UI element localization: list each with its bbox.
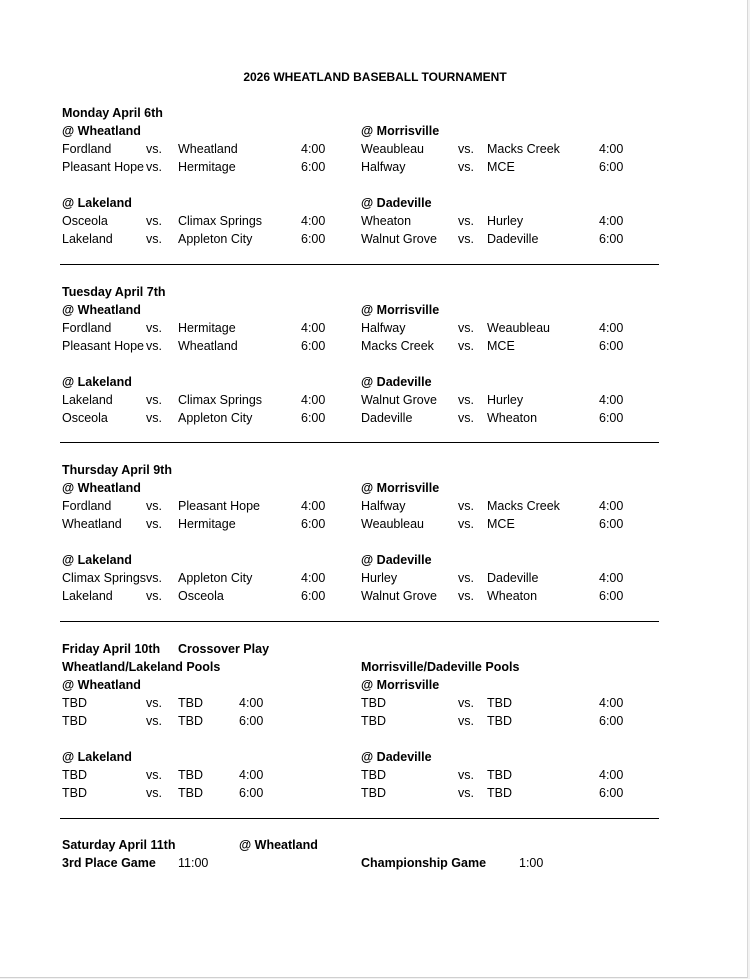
third-place-label: 3rd Place Game xyxy=(62,856,156,870)
game-time: 6:00 xyxy=(599,786,624,800)
venue-heading: @ Wheatland xyxy=(62,481,141,495)
game-time: 6:00 xyxy=(301,411,326,425)
venue-heading: @ Morrisville xyxy=(361,678,440,692)
game-time: 6:00 xyxy=(599,160,624,174)
team-home: Lakeland xyxy=(62,393,113,407)
team-away: Pleasant Hope xyxy=(178,499,261,513)
venue-heading: @ Morrisville xyxy=(361,303,440,317)
team-home: Halfway xyxy=(361,499,406,513)
team-away: Hurley xyxy=(487,214,524,228)
team-home: TBD xyxy=(62,714,87,728)
team-away: Hermitage xyxy=(178,517,236,531)
day-heading-thursday: Thursday April 9th xyxy=(62,463,172,477)
section-divider xyxy=(60,818,659,819)
team-home: Dadeville xyxy=(361,411,413,425)
versus-label: vs. xyxy=(458,339,474,353)
team-away: Dadeville xyxy=(487,571,539,585)
versus-label: vs. xyxy=(458,589,474,603)
versus-label: vs. xyxy=(458,232,474,246)
team-away: TBD xyxy=(487,714,512,728)
game-time: 6:00 xyxy=(301,517,326,531)
game-time: 6:00 xyxy=(599,232,624,246)
game-time: 6:00 xyxy=(301,232,326,246)
day-heading-friday: Friday April 10th xyxy=(62,642,161,656)
venue-heading: @ Lakeland xyxy=(62,750,132,764)
team-home: Walnut Grove xyxy=(361,393,437,407)
versus-label: vs. xyxy=(458,714,474,728)
team-away: MCE xyxy=(487,160,515,174)
team-home: Fordland xyxy=(62,142,112,156)
venue-heading: @ Wheatland xyxy=(239,838,318,852)
game-time: 6:00 xyxy=(239,786,264,800)
versus-label: vs. xyxy=(458,142,474,156)
team-home: Lakeland xyxy=(62,589,113,603)
venue-heading: @ Wheatland xyxy=(62,124,141,138)
team-away: Hurley xyxy=(487,393,524,407)
team-away: Dadeville xyxy=(487,232,539,246)
team-away: Wheaton xyxy=(487,589,538,603)
team-away: Appleton City xyxy=(178,411,253,425)
team-home: Hurley xyxy=(361,571,398,585)
team-home: TBD xyxy=(361,696,386,710)
versus-label: vs. xyxy=(458,768,474,782)
team-home: TBD xyxy=(361,768,386,782)
team-home: Weaubleau xyxy=(361,517,425,531)
team-away: TBD xyxy=(178,786,203,800)
versus-label: vs. xyxy=(458,411,474,425)
team-away: Osceola xyxy=(178,589,224,603)
game-time: 6:00 xyxy=(599,714,624,728)
game-time: 4:00 xyxy=(301,142,326,156)
team-home: Wheatland xyxy=(62,517,122,531)
team-home: Walnut Grove xyxy=(361,589,437,603)
team-away: Wheatland xyxy=(178,142,238,156)
team-away: Wheaton xyxy=(487,411,538,425)
versus-label: vs. xyxy=(458,321,474,335)
team-home: Pleasant Hope xyxy=(62,339,145,353)
versus-label: vs. xyxy=(458,499,474,513)
game-time: 4:00 xyxy=(599,571,624,585)
day-heading-tuesday: Tuesday April 7th xyxy=(62,285,166,299)
team-home: Osceola xyxy=(62,214,108,228)
team-away: Hermitage xyxy=(178,160,236,174)
game-time: 4:00 xyxy=(599,142,624,156)
team-away: TBD xyxy=(178,714,203,728)
team-away: MCE xyxy=(487,339,515,353)
team-away: TBD xyxy=(487,768,512,782)
team-home: Climax Springs xyxy=(62,571,147,585)
team-home: Fordland xyxy=(62,499,112,513)
versus-label: vs. xyxy=(146,142,162,156)
game-time: 4:00 xyxy=(301,571,326,585)
team-home: Walnut Grove xyxy=(361,232,437,246)
team-home: Halfway xyxy=(361,321,406,335)
team-home: Macks Creek xyxy=(361,339,434,353)
versus-label: vs. xyxy=(146,232,162,246)
game-time: 6:00 xyxy=(301,339,326,353)
versus-label: vs. xyxy=(146,214,162,228)
team-away: TBD xyxy=(487,786,512,800)
team-away: TBD xyxy=(487,696,512,710)
venue-heading: @ Lakeland xyxy=(62,196,132,210)
team-home: Osceola xyxy=(62,411,108,425)
venue-heading: @ Morrisville xyxy=(361,124,440,138)
versus-label: vs. xyxy=(146,696,162,710)
team-away: Wheatland xyxy=(178,339,238,353)
team-home: Lakeland xyxy=(62,232,113,246)
game-time: 4:00 xyxy=(599,214,624,228)
venue-heading: @ Lakeland xyxy=(62,553,132,567)
team-home: Wheaton xyxy=(361,214,412,228)
game-time: 6:00 xyxy=(599,517,624,531)
venue-heading: @ Morrisville xyxy=(361,481,440,495)
versus-label: vs. xyxy=(146,499,162,513)
day-heading-monday: Monday April 6th xyxy=(62,106,163,120)
team-away: Appleton City xyxy=(178,571,253,585)
game-time: 4:00 xyxy=(301,321,326,335)
game-time: 6:00 xyxy=(599,411,624,425)
game-time: 4:00 xyxy=(599,321,624,335)
section-divider xyxy=(60,442,659,443)
team-away: Appleton City xyxy=(178,232,253,246)
crossover-subtitle: Crossover Play xyxy=(178,642,270,656)
team-away: Climax Springs xyxy=(178,393,263,407)
section-divider xyxy=(60,264,659,265)
team-home: TBD xyxy=(62,786,87,800)
versus-label: vs. xyxy=(146,411,162,425)
venue-heading: @ Dadeville xyxy=(361,750,432,764)
venue-heading: @ Dadeville xyxy=(361,375,432,389)
third-place-time: 11:00 xyxy=(178,856,209,870)
pool-heading-left: Wheatland/Lakeland Pools xyxy=(62,660,221,674)
venue-heading: @ Wheatland xyxy=(62,303,141,317)
team-home: TBD xyxy=(361,714,386,728)
game-time: 6:00 xyxy=(301,589,326,603)
page-title: 2026 WHEATLAND BASEBALL TOURNAMENT xyxy=(243,70,507,84)
team-home: Halfway xyxy=(361,160,406,174)
versus-label: vs. xyxy=(146,589,162,603)
game-time: 6:00 xyxy=(239,714,264,728)
game-time: 6:00 xyxy=(599,339,624,353)
team-away: MCE xyxy=(487,517,515,531)
team-away: Climax Springs xyxy=(178,214,263,228)
championship-time: 1:00 xyxy=(519,856,544,870)
versus-label: vs. xyxy=(458,786,474,800)
game-time: 4:00 xyxy=(599,393,624,407)
game-time: 4:00 xyxy=(301,393,326,407)
versus-label: vs. xyxy=(146,160,162,174)
team-away: Hermitage xyxy=(178,321,236,335)
versus-label: vs. xyxy=(146,393,162,407)
versus-label: vs. xyxy=(458,214,474,228)
venue-heading: @ Lakeland xyxy=(62,375,132,389)
game-time: 4:00 xyxy=(239,768,264,782)
versus-label: vs. xyxy=(146,321,162,335)
game-time: 6:00 xyxy=(599,589,624,603)
team-away: Weaubleau xyxy=(487,321,551,335)
game-time: 4:00 xyxy=(239,696,264,710)
section-divider xyxy=(60,621,659,622)
team-away: TBD xyxy=(178,696,203,710)
versus-label: vs. xyxy=(146,517,162,531)
venue-heading: @ Wheatland xyxy=(62,678,141,692)
championship-label: Championship Game xyxy=(361,856,487,870)
game-time: 4:00 xyxy=(301,214,326,228)
game-time: 4:00 xyxy=(599,768,624,782)
team-away: Macks Creek xyxy=(487,499,560,513)
versus-label: vs. xyxy=(458,571,474,585)
team-home: TBD xyxy=(62,768,87,782)
versus-label: vs. xyxy=(146,768,162,782)
game-time: 4:00 xyxy=(599,696,624,710)
versus-label: vs. xyxy=(458,160,474,174)
pool-heading-right: Morrisville/Dadeville Pools xyxy=(361,660,520,674)
versus-label: vs. xyxy=(458,393,474,407)
team-away: TBD xyxy=(178,768,203,782)
team-home: TBD xyxy=(62,696,87,710)
team-home: Weaubleau xyxy=(361,142,425,156)
versus-label: vs. xyxy=(146,714,162,728)
team-home: Fordland xyxy=(62,321,112,335)
versus-label: vs. xyxy=(458,696,474,710)
team-home: Pleasant Hope xyxy=(62,160,145,174)
venue-heading: @ Dadeville xyxy=(361,553,432,567)
day-heading-saturday: Saturday April 11th xyxy=(62,838,176,852)
versus-label: vs. xyxy=(458,517,474,531)
game-time: 4:00 xyxy=(599,499,624,513)
versus-label: vs. xyxy=(146,339,162,353)
versus-label: vs. xyxy=(146,571,162,585)
versus-label: vs. xyxy=(146,786,162,800)
team-away: Macks Creek xyxy=(487,142,560,156)
game-time: 4:00 xyxy=(301,499,326,513)
game-time: 6:00 xyxy=(301,160,326,174)
venue-heading: @ Dadeville xyxy=(361,196,432,210)
team-home: TBD xyxy=(361,786,386,800)
